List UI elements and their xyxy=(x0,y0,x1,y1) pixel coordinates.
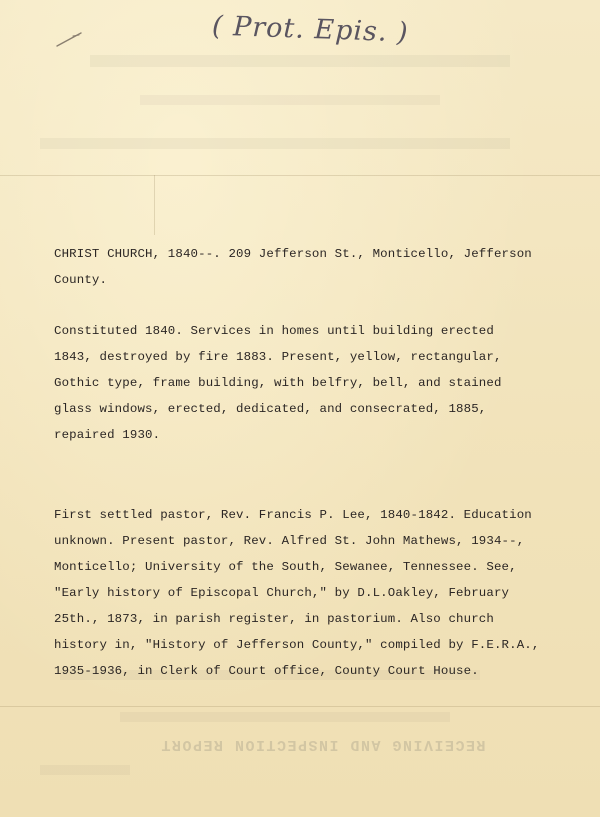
pencil-mark-icon xyxy=(55,30,85,50)
bleed-through-line xyxy=(90,55,510,67)
paragraph-line: history in, "History of Jefferson County," compiled by F.E.R.A., xyxy=(54,638,540,652)
paragraph-line: First settled pastor, Rev. Francis P. Lee, 1840-1842. Education xyxy=(54,508,532,522)
paragraph-line: Gothic type, frame building, with belfry, bell, and stained xyxy=(54,376,502,390)
entry-heading xyxy=(54,241,574,293)
paragraph-line: Monticello; University of the South, Sewanee, Tennessee. See, xyxy=(54,560,517,574)
paragraph-line: glass windows, erected, dedicated, and consecrated, 1885, xyxy=(54,402,487,416)
handwritten-annotation: ( Prot. Epis. ) xyxy=(211,10,410,49)
pastors-paragraph xyxy=(54,502,574,684)
bleed-through-line xyxy=(120,712,450,722)
paragraph-line: Constituted 1840. Services in homes until building erected xyxy=(54,324,494,338)
paragraph-line: unknown. Present pastor, Rev. Alfred St. John Mathews, 1934--, xyxy=(54,534,525,548)
paragraph-line: "Early history of Episcopal Church," by D.L.Oakley, February xyxy=(54,586,510,600)
heading-line: County. xyxy=(54,273,108,287)
bleed-through-line xyxy=(40,138,510,149)
paragraph-line: 1935-1936, in Clerk of Court office, County Court House. xyxy=(54,664,479,678)
bleed-through-line xyxy=(40,765,130,775)
heading-line: CHRIST CHURCH, 1840--. 209 Jefferson St., Monticello, Jefferson xyxy=(54,247,532,261)
paragraph-line: 25th., 1873, in parish register, in pastorium. Also church xyxy=(54,612,494,626)
paragraph-line: repaired 1930. xyxy=(54,428,161,442)
fold-line-bottom xyxy=(0,706,600,707)
paper-edge-line xyxy=(154,175,155,235)
history-paragraph xyxy=(54,318,574,448)
bleed-through-form-title: RECEIVING AND INSPECTION REPORT xyxy=(160,736,486,753)
paragraph-line: 1843, destroyed by fire 1883. Present, yellow, rectangular, xyxy=(54,350,502,364)
bleed-through-line xyxy=(140,95,440,105)
fold-line-top xyxy=(0,175,600,176)
